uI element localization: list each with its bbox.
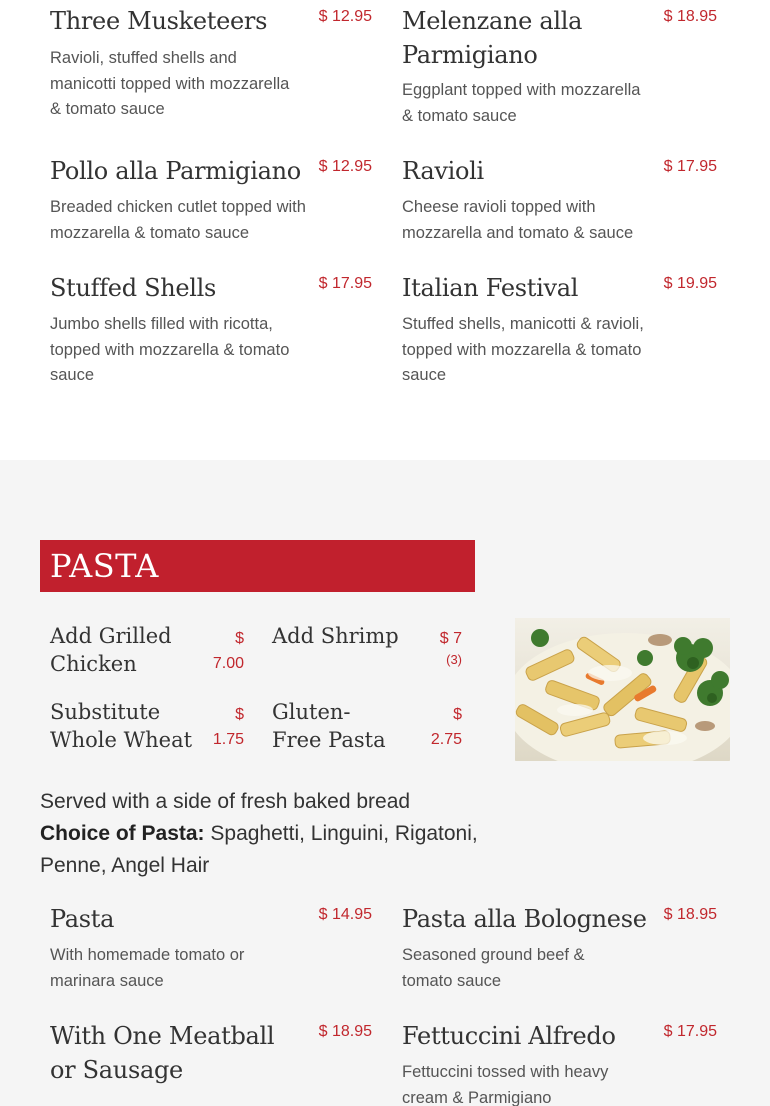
addon-price: $ 7 <box>439 630 462 647</box>
menu-item <box>402 4 717 134</box>
item-name: Ravioli <box>402 157 484 185</box>
served-note <box>40 786 480 882</box>
addon-item <box>272 698 462 758</box>
item-name: Italian Festival <box>402 274 579 302</box>
item-description: Cheese ravioli topped with mozzarella and tomato & sauce <box>402 198 634 242</box>
item-description: With homemade tomato or marinara sauce <box>50 946 245 990</box>
menu-item <box>402 1019 717 1106</box>
pasta-section <box>0 460 770 1106</box>
addon-name: Gluten-Free Pasta <box>272 700 386 752</box>
item-description: Seasoned ground beef & tomato sauce <box>402 946 585 990</box>
menu-item <box>402 154 717 254</box>
item-name: With One Meatball or Sausage <box>50 1022 275 1084</box>
entrees-section <box>0 0 770 460</box>
item-description: Ravioli, stuffed shells and manicotti topped with mozzarella & tomato sauce <box>50 49 290 118</box>
pasta-dish-image <box>515 618 730 761</box>
choice-value: Spaghetti, Linguini, Rigatoni, Penne, Angel Hair <box>40 822 478 877</box>
menu-item <box>402 902 717 1002</box>
item-price: $ 12.95 <box>318 158 372 175</box>
addon-name: Substitute Whole Wheat <box>50 700 193 752</box>
item-name: Stuffed Shells <box>50 274 217 302</box>
section-title: PASTA <box>50 547 159 585</box>
item-description: Fettuccini tossed with heavy cream & Parmigiano <box>402 1063 609 1106</box>
menu-item <box>50 271 372 391</box>
item-price: $ 17.95 <box>318 275 372 292</box>
item-description: Breaded chicken cutlet topped with mozzarella & tomato sauce <box>50 198 306 242</box>
item-name: Fettuccini Alfredo <box>402 1022 616 1050</box>
choice-label: Choice of Pasta: <box>40 822 205 845</box>
addon-name: Add Shrimp <box>272 624 399 648</box>
addon-price: $ 7.00 <box>212 630 244 672</box>
addon-note: (3) <box>446 652 462 667</box>
item-name: Three Musketeers <box>50 7 268 35</box>
item-price: $ 14.95 <box>318 906 372 923</box>
item-name: Pasta alla Bolognese <box>402 905 647 933</box>
item-price: $ 18.95 <box>663 906 717 923</box>
item-price: $ 19.95 <box>663 275 717 292</box>
menu-item <box>50 154 372 254</box>
pasta-choice <box>40 818 480 882</box>
item-price: $ 18.95 <box>663 8 717 25</box>
served-with-text: Served with a side of fresh baked bread <box>40 790 411 813</box>
addon-item <box>50 698 244 758</box>
item-name: Pollo alla Parmigiano <box>50 157 301 185</box>
item-price: $ 17.95 <box>663 158 717 175</box>
item-description: Jumbo shells filled with ricotta, topped with mozzarella & tomato sauce <box>50 315 290 384</box>
menu-item <box>50 1019 372 1106</box>
item-price: $ 12.95 <box>318 8 372 25</box>
item-name: Pasta <box>50 905 115 933</box>
section-header <box>40 540 475 592</box>
menu-item <box>50 902 372 1002</box>
item-price: $ 18.95 <box>318 1023 372 1040</box>
menu-item <box>402 271 717 391</box>
addon-name: Add Grilled Chicken <box>50 624 172 676</box>
addon-item <box>50 622 244 682</box>
item-name: Melenzane alla Parmigiano <box>402 7 583 69</box>
item-description: Eggplant topped with mozzarella & tomato sauce <box>402 81 641 125</box>
addon-price: $ 2.75 <box>430 706 462 748</box>
addon-item <box>272 622 462 682</box>
item-price: $ 17.95 <box>663 1023 717 1040</box>
addon-price: $ 1.75 <box>212 706 244 748</box>
item-description: Stuffed shells, manicotti & ravioli, topped with mozzarella & tomato sauce <box>402 315 644 384</box>
penne-alfredo-photo <box>515 618 730 761</box>
menu-item <box>50 4 372 124</box>
